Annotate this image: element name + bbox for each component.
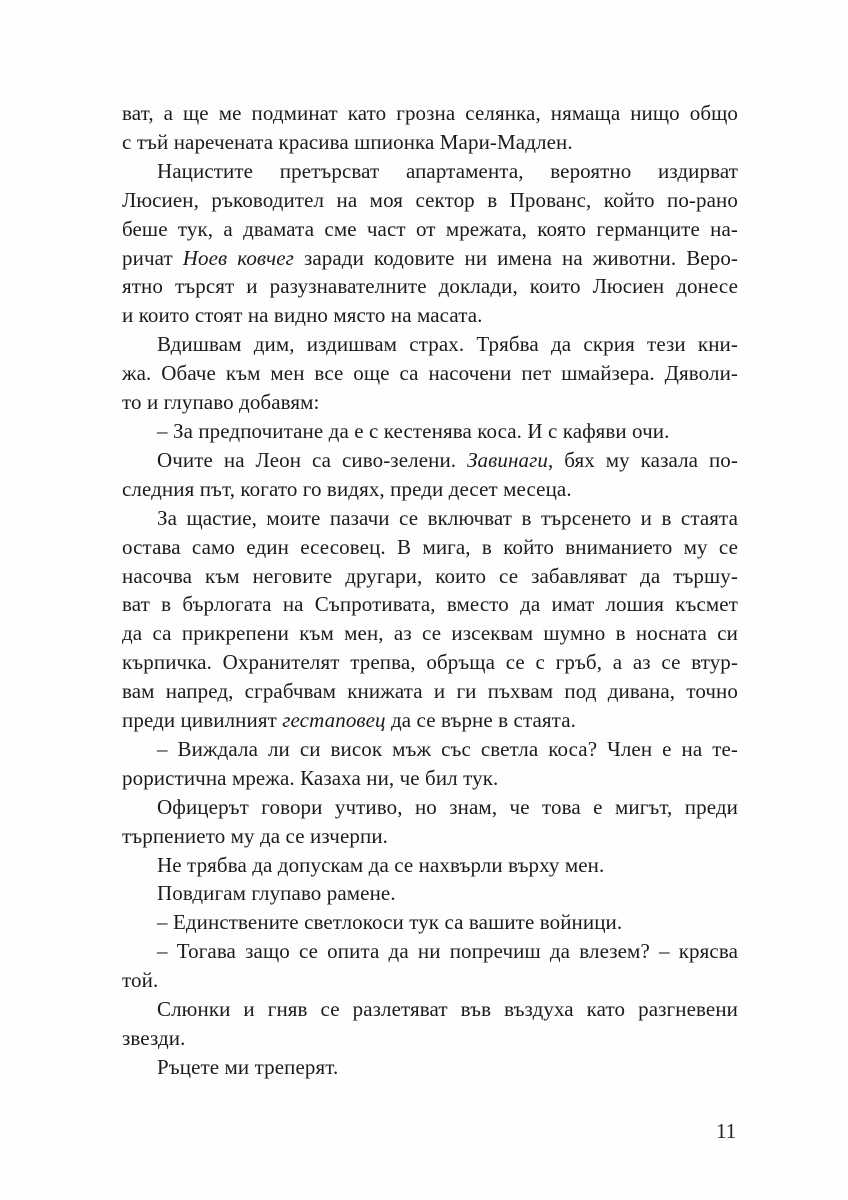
text-segment: следния път, когато го видях, преди десет месеца. <box>122 476 572 501</box>
text-segment: Вдишвам дим, издишвам страх. Трябва да скрия тези кни- <box>157 332 738 357</box>
text-segment: , бях му казала по- <box>548 447 738 472</box>
text-line <box>122 215 738 244</box>
text-line <box>122 590 738 619</box>
text-segment: остава само един есесовец. В мига, в който вниманието му се <box>122 534 738 559</box>
text-line <box>122 359 738 388</box>
text-line <box>122 446 738 475</box>
text-line <box>122 908 738 937</box>
text-segment: – Тогава защо се опита да ни попречиш да влезем? – крясва <box>157 939 738 964</box>
text-line <box>122 301 738 330</box>
text-line <box>122 504 738 533</box>
text-line <box>122 735 738 764</box>
text-segment: търпението му да се изчерпи. <box>122 823 389 848</box>
text-segment: ват, а ще ме подминат като грозна селянка, нямаща нищо общо <box>122 101 738 125</box>
text-line <box>122 272 738 301</box>
text-segment: с тъй наречената красива шпионка Мари-Мадлен. <box>122 129 573 154</box>
text-line <box>122 764 738 793</box>
italic-text-segment: Ноев ковчег <box>182 245 294 270</box>
italic-text-segment: гестаповец <box>282 708 386 733</box>
text-line <box>122 244 738 273</box>
text-line <box>122 822 738 851</box>
text-line <box>122 417 738 446</box>
text-segment: да са прикрепени към мен, аз се изсеквам шумно в носната си <box>122 621 738 646</box>
text-segment: – За предпочитане да е с кестенява коса. И с кафяви очи. <box>157 418 670 443</box>
text-segment: кърпичка. Охранителят трепва, обръща се с гръб, а аз се втур- <box>122 650 738 675</box>
text-line <box>122 851 738 880</box>
text-segment: Слюнки и гняв се разлетяват във въздуха като разгневени <box>157 997 738 1022</box>
text-line <box>122 677 738 706</box>
text-segment: За щастие, моите пазачи се включват в търсенето и в стаята <box>157 505 738 530</box>
text-line <box>122 879 738 908</box>
text-segment: – Единствените светлокоси тук са вашите войници. <box>157 910 623 935</box>
text-line <box>122 793 738 822</box>
text-segment: и които стоят на видно място на масата. <box>122 303 483 328</box>
page-number: 11 <box>716 1119 737 1143</box>
page-text-block <box>122 99 738 1082</box>
text-line <box>122 995 738 1024</box>
text-line <box>122 475 738 504</box>
text-line <box>122 1053 738 1082</box>
text-segment: ятно търсят и разузнавателните доклади, които Люсиен донесе <box>122 274 738 299</box>
text-segment: – Виждала ли си висок мъж със светла коса? Член е на те- <box>157 736 738 761</box>
text-segment: Офицерът говори учтиво, но знам, че това е мигът, преди <box>157 794 738 819</box>
text-segment: рористична мрежа. Казаха ни, че бил тук. <box>122 765 499 790</box>
text-segment: Повдигам глупаво рамене. <box>157 881 396 906</box>
text-segment: ват в бърлогата на Съпротивата, вместо да имат лошия късмет <box>122 592 738 617</box>
text-segment: Нацистите претърсват апартамента, вероятно издирват <box>157 158 738 183</box>
text-segment: да се върне в стаята. <box>385 708 576 733</box>
text-segment: той. <box>122 968 159 993</box>
italic-text-segment: Завинаги <box>467 447 548 472</box>
text-segment: беше тук, а двамата сме част от мрежата, която германците на- <box>122 216 738 241</box>
text-segment: ричат <box>122 245 183 270</box>
text-segment: насочва към неговите другари, които се забавляват да тършу- <box>122 563 738 588</box>
text-line <box>122 562 738 591</box>
text-line <box>122 1024 738 1053</box>
text-line <box>122 388 738 417</box>
text-segment: Не трябва да допускам да се нахвърли върху мен. <box>157 852 605 877</box>
text-segment: заради кодовите ни имена на животни. Веро- <box>293 245 739 270</box>
text-line <box>122 619 738 648</box>
text-segment: Очите на Леон са сиво-зелени. <box>157 447 468 472</box>
text-line <box>122 966 738 995</box>
text-segment: Ръцете ми треперят. <box>157 1054 339 1079</box>
text-line <box>122 186 738 215</box>
text-segment: то и глупаво добавям: <box>122 390 320 415</box>
text-segment: вам напред, сграбчвам книжата и ги пъхвам под дивана, точно <box>122 679 738 704</box>
text-line <box>122 937 738 966</box>
text-segment: жа. Обаче към мен все още са насочени пет шмайзера. Дяволи- <box>122 361 738 386</box>
text-segment: Люсиен, ръководител на моя сектор в Прованс, който по-рано <box>122 187 738 212</box>
text-line <box>122 533 738 562</box>
text-line <box>122 128 738 157</box>
text-line <box>122 99 738 128</box>
text-line <box>122 706 738 735</box>
text-line <box>122 157 738 186</box>
text-segment: преди цивилният <box>122 708 283 733</box>
text-segment: звезди. <box>122 1026 186 1050</box>
text-line <box>122 648 738 677</box>
text-line <box>122 330 738 359</box>
